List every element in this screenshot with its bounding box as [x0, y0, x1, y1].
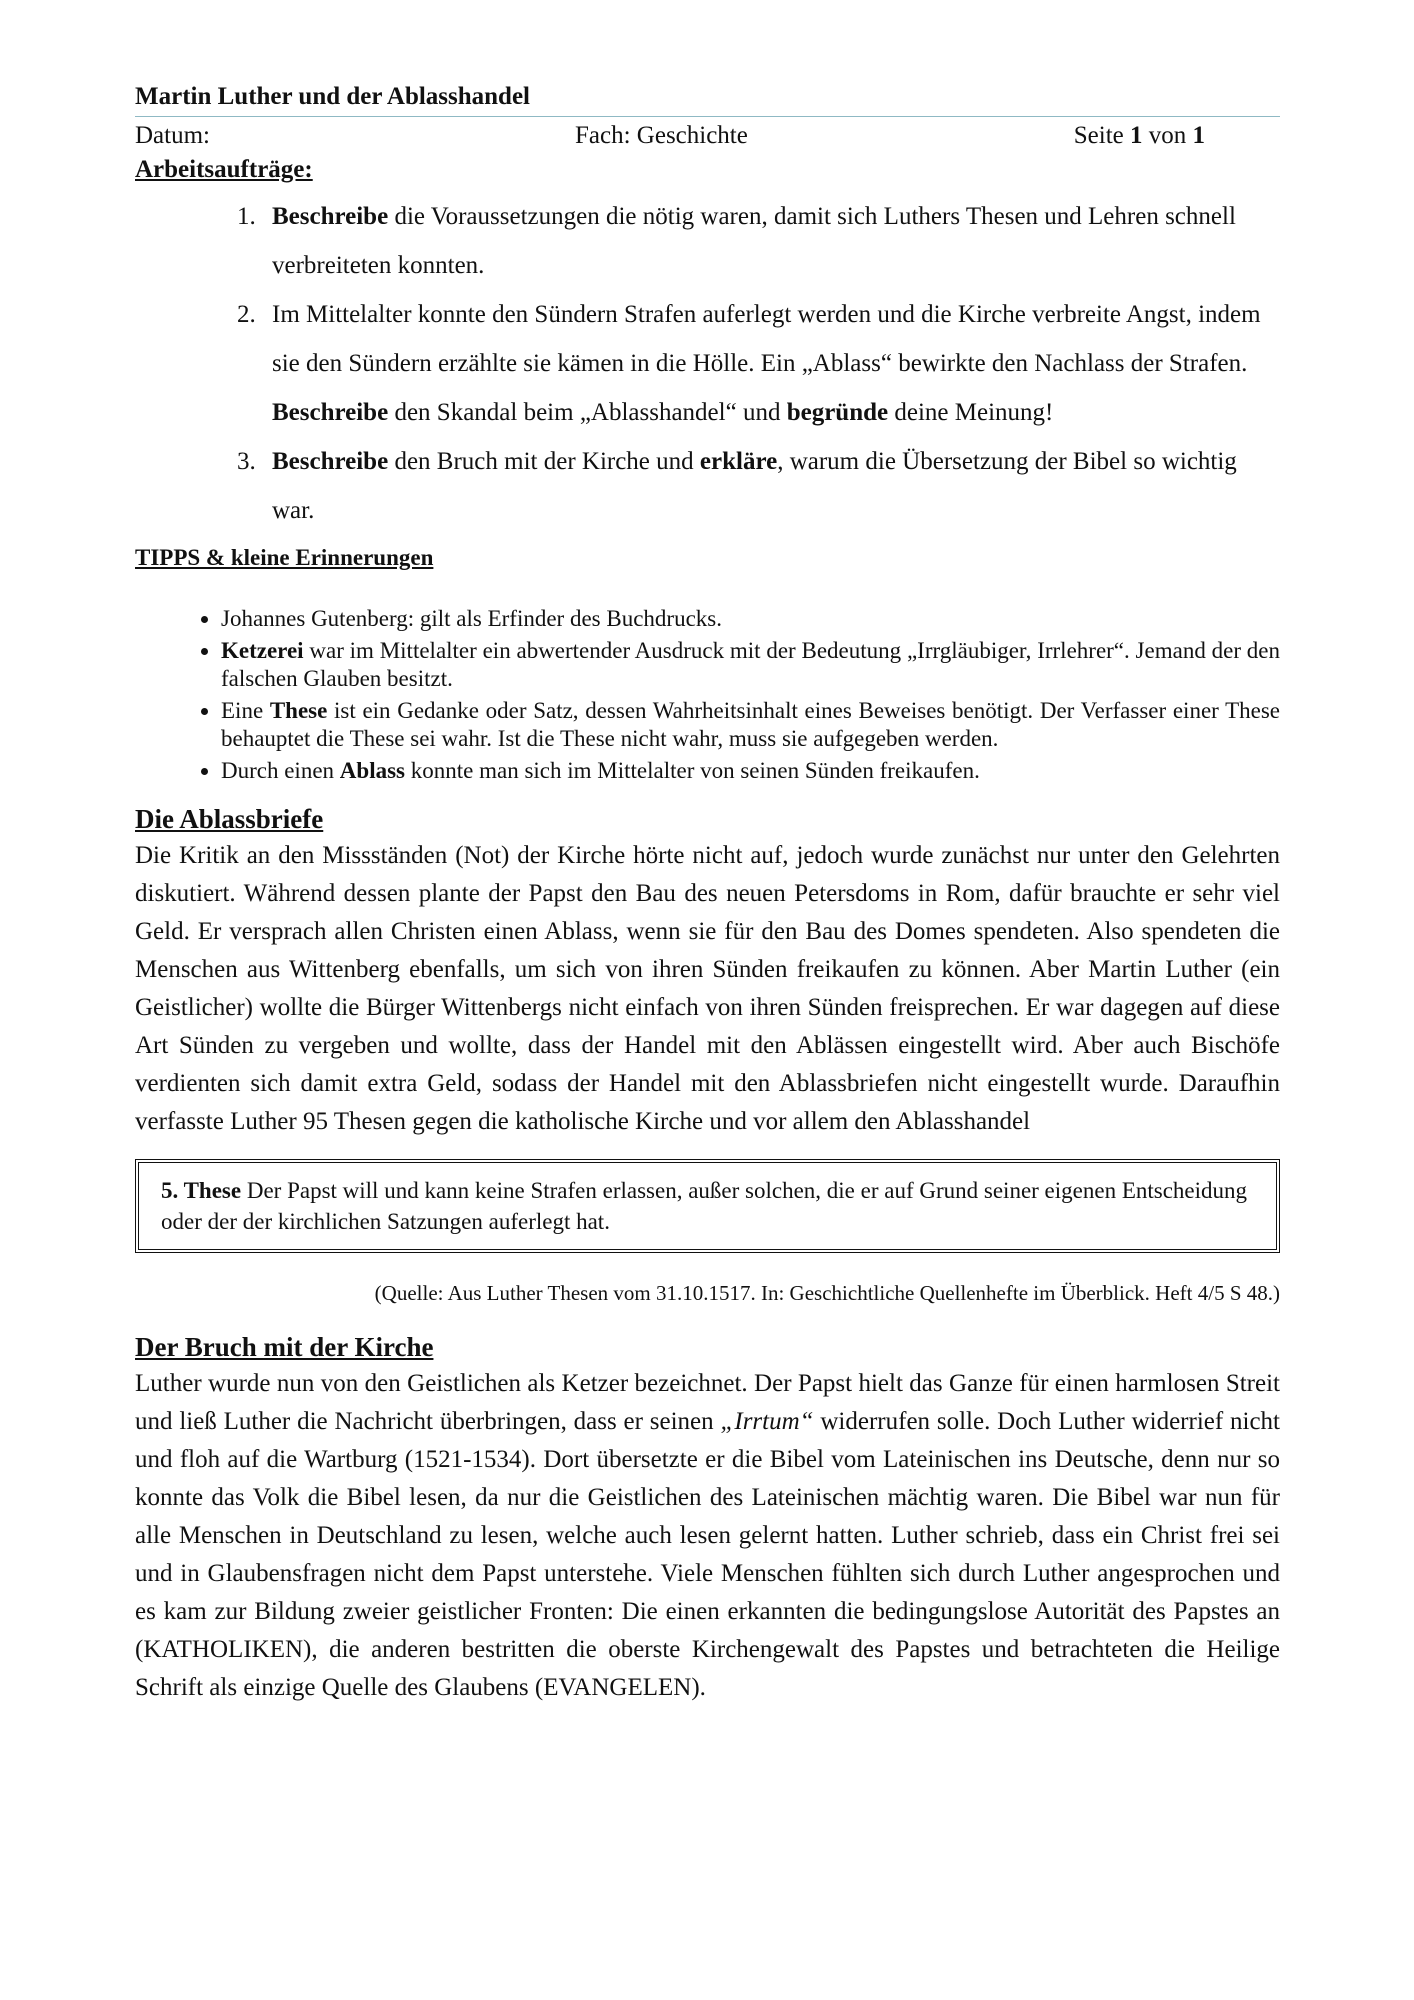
tip-text: war im Mittelalter ein abwertender Ausdruck mit der Bedeutung „Irrgläubiger, Irrlehrer“. Jemand der den falschen Glauben besitzt. [221, 638, 1280, 691]
task-text: deine Meinung! [888, 399, 1054, 426]
tip-item [221, 757, 1280, 785]
section-title-bruch: Der Bruch mit der Kirche [135, 1332, 434, 1362]
task-text: den Bruch mit der Kirche und [388, 448, 700, 475]
task-verb: Beschreibe [272, 399, 389, 426]
section-title-ablassbriefe: Die Ablassbriefe [135, 804, 324, 834]
task-verb: Beschreibe [272, 448, 389, 475]
tip-item [221, 605, 1280, 633]
bruch-text-after: widerrufen solle. Doch Luther widerrief nicht und floh auf die Wartburg (1521-1534). Dort übersetzte er die Bibel vom Lateinischen ins Deutsche, denn nur so konnte das Volk die Bibel lesen, da nur die Geistlichen des Lateinischen mächtig waren. Die Bibel war nun für alle Menschen in Deutschland zu lesen, welche auch lesen gelernt hatten. Luther schrieb, dass ein Christ frei sei und in Glaubensfragen nicht dem Papst unterstehe. Viele Menschen fühlten sich durch Luther angesprochen und es kam zur Bildung zweier geistlicher Fronten: Die einen erkannten die bedingungslose Autorität des Papstes an (KATHOLIKEN), die anderen bestritten die oberste Kirchengewalt des Papstes und betrachteten die Heilige Schrift als einzige Quelle des Glaubens (EVANGELEN). [135, 1408, 1280, 1701]
tip-text: Johannes Gutenberg: gilt als Erfinder des Buchdrucks. [221, 606, 722, 631]
tasks-heading: Arbeitsaufträge: [135, 156, 313, 183]
tip-text: konnte man sich im Mittelalter von seinen Sünden freikaufen. [405, 758, 980, 783]
bruch-text-before: Luther wurde nun von den Geistlichen als Ketzer bezeichnet. Der Papst hielt das Ganze für einen harmlosen Streit und ließ Luther die Nachricht überbringen, dass er seinen [135, 1370, 1280, 1435]
task-list [135, 192, 1280, 535]
thesis-label: 5. These [161, 1178, 242, 1203]
page-indicator [1063, 118, 1280, 154]
task-text: den Skandal beim „Ablasshandel“ und [388, 399, 787, 426]
tip-text: Eine [221, 698, 270, 723]
bruch-italic-term: „Irrtum“ [720, 1408, 814, 1435]
tip-term: These [269, 698, 328, 723]
task-text: die Voraussetzungen die nötig waren, damit sich Luthers Thesen und Lehren schnell verbreiteten konnten. [272, 203, 1236, 279]
quote-source: (Quelle: Aus Luther Thesen vom 31.10.1517. In: Geschichtliche Quellenhefte im Überblick. Heft 4/5 S 48.) [374, 1281, 1280, 1305]
tips-heading: TIPPS & kleine Erinnerungen [135, 545, 434, 570]
page-prefix: Seite [1073, 122, 1124, 149]
header-meta-row [135, 118, 1280, 154]
page-middle: von [1148, 122, 1187, 149]
thesis-quote-box [135, 1159, 1280, 1253]
task-instruction [272, 388, 1280, 437]
bruch-paragraph [135, 1365, 1280, 1707]
task-verb: Beschreibe [272, 203, 389, 230]
tip-text: ist ein Gedanke oder Satz, dessen Wahrheitsinhalt eines Beweises benötigt. Der Verfasser einer These behauptet die These sei wahr. Ist die These nicht wahr, muss sie aufgegeben werden. [221, 698, 1280, 751]
task-item [262, 437, 1280, 535]
ablassbriefe-paragraph: Die Kritik an den Missständen (Not) der Kirche hörte nicht auf, jedoch wurde zunächst nur unter den Gelehrten diskutiert. Während dessen plante der Papst den Bau des neuen Petersdoms in Rom, dafür brauchte er sehr viel Geld. Er versprach allen Christen einen Ablass, wenn sie für den Bau des Domes spendeten. Also spendeten die Menschen aus Wittenberg ebenfalls, um sich von ihren Sünden freikaufen zu können. Aber Martin Luther (ein Geistlicher) wollte die Bürger Wittenbergs nicht einfach von ihren Sünden freisprechen. Er war dagegen auf diese Art Sünden zu vergeben und wollte, dass der Handel mit den Ablässen eingestellt wird. Aber auch Bischöfe verdienten sich damit extra Geld, sodass der Handel mit den Ablassbriefen nicht eingestellt wurde. Daraufhin verfasste Luther 95 Thesen gegen die katholische Kirche und vor allem den Ablasshandel [135, 842, 1280, 1135]
subject-label: Fach: Geschichte [575, 122, 748, 149]
task-item [262, 290, 1280, 437]
document-title: Martin Luther und der Ablasshandel [135, 80, 1280, 117]
date-label: Datum: [135, 122, 210, 149]
tip-item [221, 697, 1280, 753]
task-text: , warum die Übersetzung der Bibel so wichtig war. [272, 448, 1237, 524]
tip-item [221, 637, 1280, 693]
task-item [262, 192, 1280, 290]
tips-list [135, 605, 1280, 785]
task-verb: begründe [786, 399, 889, 426]
tip-term: Ablass [339, 758, 405, 783]
page-total: 1 [1192, 122, 1205, 149]
task-text: Im Mittelalter konnte den Sündern Strafen auferlegt werden und die Kirche verbreite Angst, indem sie den Sündern erzählte sie kämen in die Hölle. Ein „Ablass“ bewirkte den Nachlass der Strafen. [272, 301, 1261, 377]
tip-term: Ketzerei [221, 638, 304, 663]
worksheet-page [135, 80, 1280, 1707]
tip-text: Durch einen [221, 758, 340, 783]
thesis-text: Der Papst will und kann keine Strafen erlassen, außer solchen, die er auf Grund seiner eigenen Entscheidung oder der der kirchlichen Satzungen auferlegt hat. [161, 1178, 1248, 1234]
page-current: 1 [1130, 122, 1143, 149]
task-verb: erkläre [699, 448, 778, 475]
